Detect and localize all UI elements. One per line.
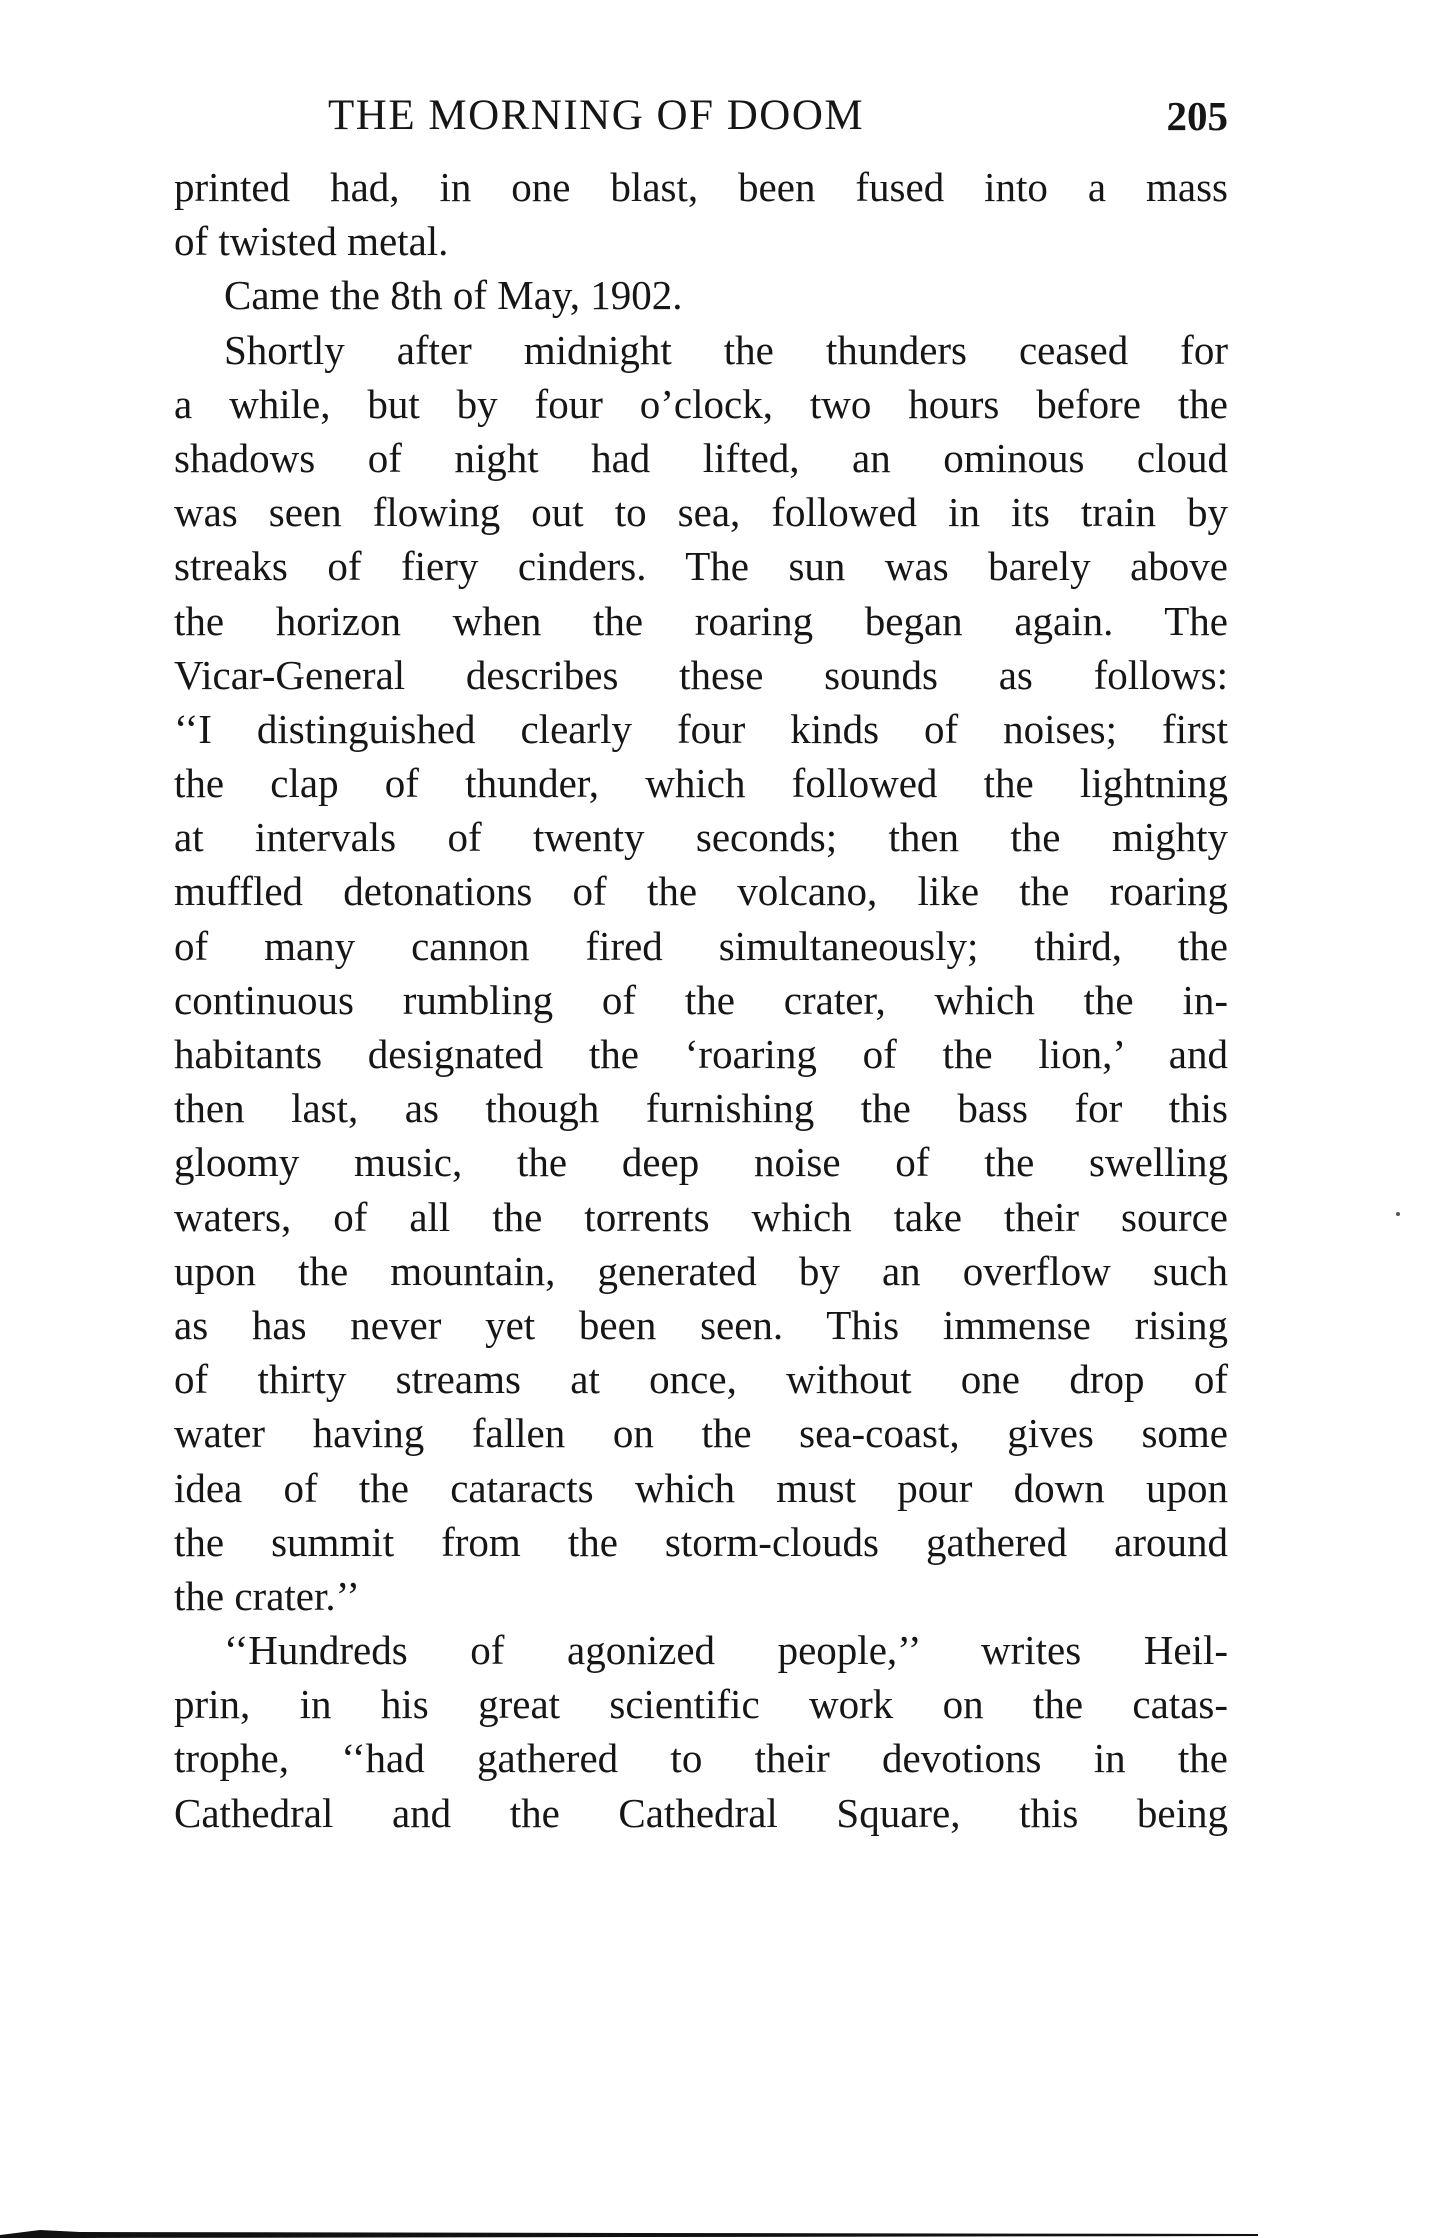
text-line: then last, as though furnishing the bass for this: [174, 1085, 1228, 1132]
text-line: a while, but by four o’clock, two hours before the: [174, 380, 1228, 427]
text-line: trophe, ‘‘had gathered to their devotions in the: [174, 1735, 1228, 1782]
text-line: gloomy music, the deep noise of the swelling: [174, 1139, 1228, 1186]
text-line: of twisted metal.: [174, 218, 449, 265]
text-line: the clap of thunder, which followed the lightning: [174, 760, 1228, 807]
text-line: of many cannon fired simultaneously; third, the: [174, 922, 1228, 969]
text-line: at intervals of twenty seconds; then the mighty: [174, 814, 1228, 861]
page-number: 205: [1166, 93, 1228, 139]
running-title: THE MORNING OF DOOM: [328, 92, 865, 139]
bottom-edge-rule: [0, 2226, 1258, 2238]
text-line: idea of the cataracts which must pour down upon: [174, 1464, 1228, 1511]
text-line: upon the mountain, generated by an overflow such: [174, 1247, 1228, 1294]
text-line: ‘‘I distinguished clearly four kinds of noises; first: [174, 705, 1228, 752]
text-line: of thirty streams at once, without one drop of: [174, 1356, 1228, 1403]
text-line: Came the 8th of May, 1902.: [224, 272, 683, 319]
text-line: the summit from the storm-clouds gathered around: [174, 1518, 1228, 1565]
text-line: printed had, in one blast, been fused into a mass: [174, 164, 1228, 210]
text-line: Shortly after midnight the thunders ceased for: [224, 326, 1228, 373]
text-line: was seen flowing out to sea, followed in its train by: [174, 489, 1228, 536]
text-line: the horizon when the roaring began again. The: [174, 597, 1228, 644]
text-line: as has never yet been seen. This immense rising: [174, 1301, 1228, 1348]
text-line: prin, in his great scientific work on the catas-: [174, 1681, 1228, 1728]
text-line: muffled detonations of the volcano, like the roaring: [174, 868, 1228, 915]
text-line: Vicar-General describes these sounds as follows:: [174, 651, 1228, 698]
text-line: habitants designated the ‘roaring of the lion,’ and: [174, 1031, 1228, 1077]
body-text: [174, 160, 1228, 1840]
margin-speck: [1396, 1212, 1400, 1216]
text-line: shadows of night had lifted, an ominous cloud: [174, 434, 1228, 481]
text-line: water having fallen on the sea-coast, gives some: [174, 1410, 1228, 1457]
text-line: continuous rumbling of the crater, which the in-: [174, 976, 1228, 1023]
text-line: Cathedral and the Cathedral Square, this being: [174, 1789, 1228, 1836]
text-line: waters, of all the torrents which take their source: [174, 1193, 1228, 1240]
text-line: the crater.’’: [174, 1572, 360, 1619]
text-line: ‘‘Hundreds of agonized people,’’ writes Heil-: [224, 1627, 1228, 1674]
running-head: [174, 86, 1228, 146]
text-line: streaks of fiery cinders. The sun was barely above: [174, 543, 1228, 590]
